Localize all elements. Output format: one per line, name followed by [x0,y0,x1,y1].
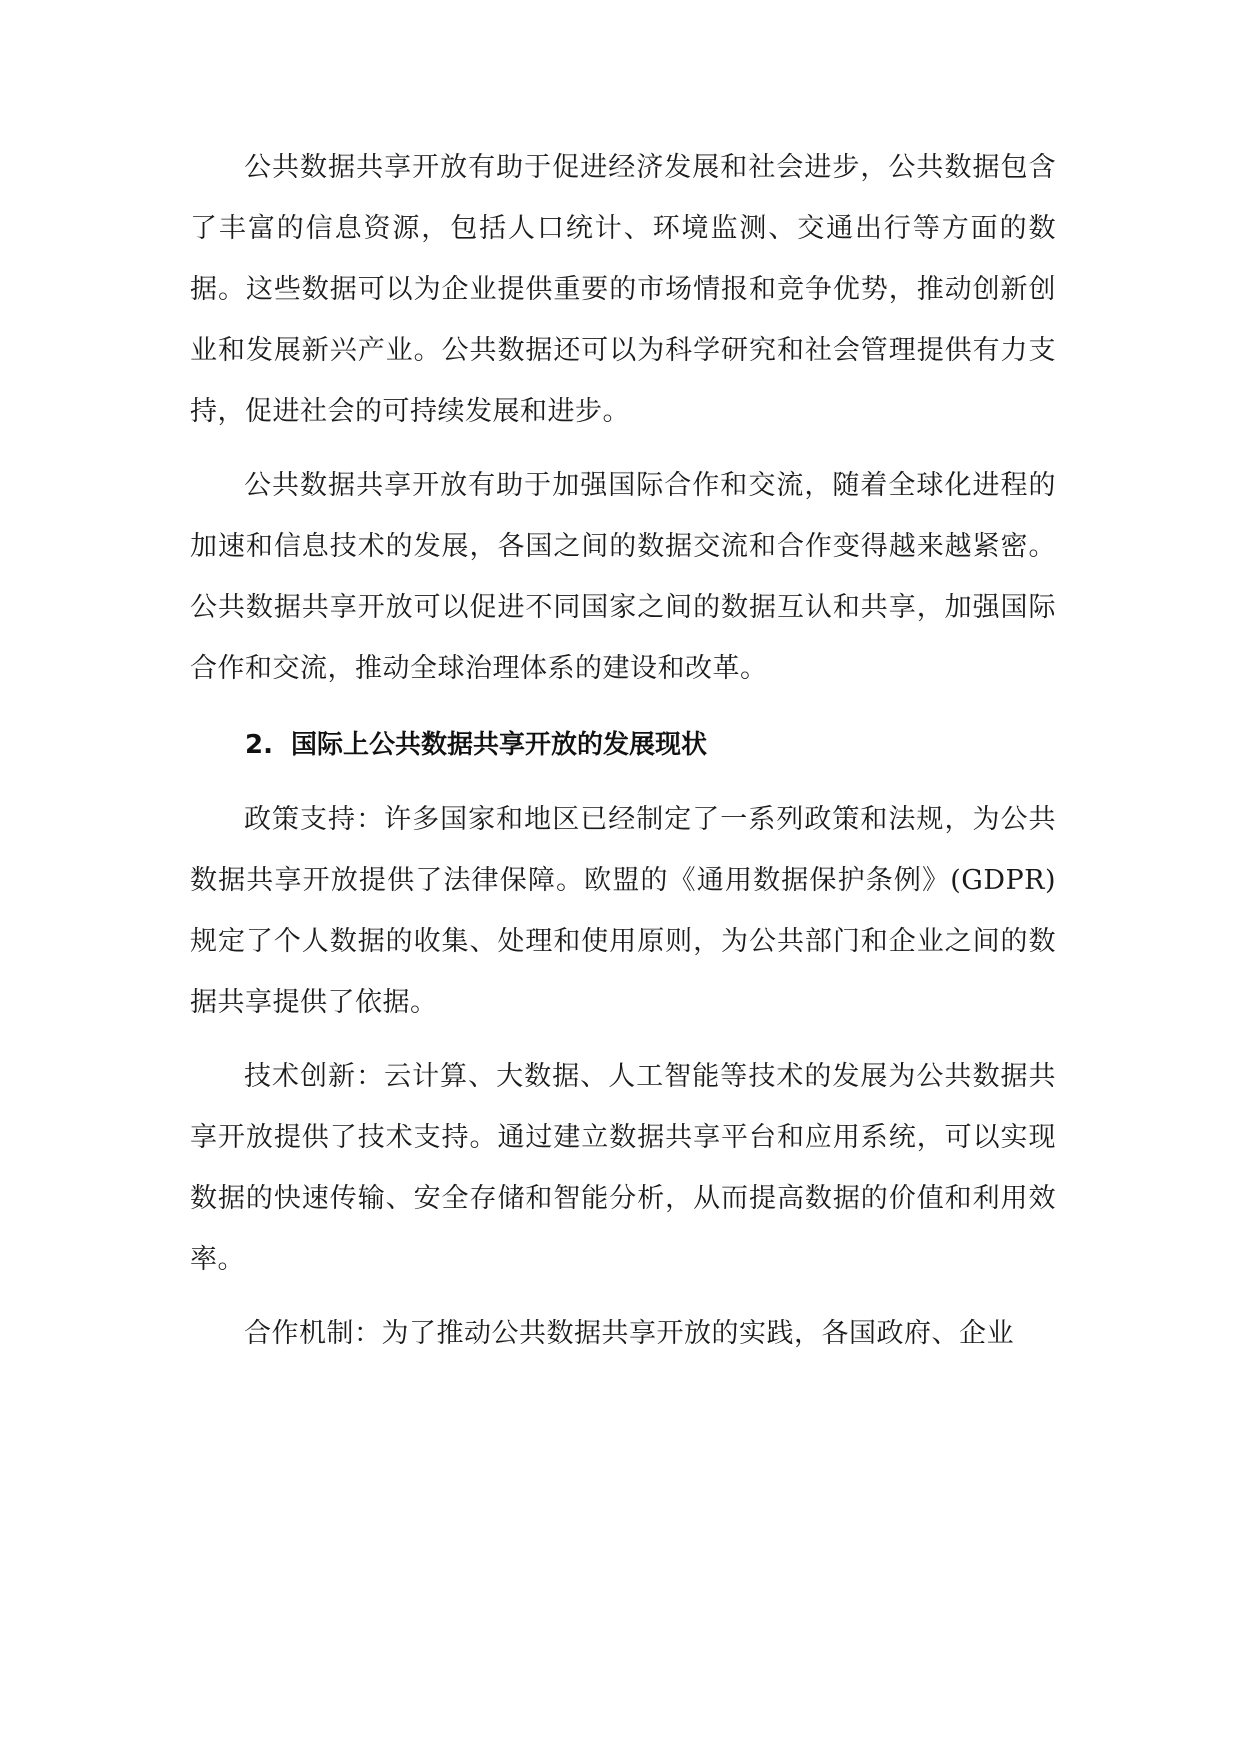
section-title: 国际上公共数据共享开放的发展现状 [291,730,708,760]
paragraph-international-cooperation: 公共数据共享开放有助于加强国际合作和交流，随着全球化进程的加速和信息技术的发展，各国之间的数据交流和合作变得越来越紧密。公共数据共享开放可以促进不同国家之间的数据互认和共享，加强国际合作和交流，推动全球治理体系的建设和改革。 [190,470,1056,684]
paragraph-cooperation-mechanism: 合作机制：为了推动公共数据共享开放的实践，各国政府、企业 [244,1318,1014,1349]
section-number: 2. [245,730,273,760]
section-heading [190,715,1056,776]
paragraph-economic-development: 公共数据共享开放有助于促进经济发展和社会进步，公共数据包含了丰富的信息资源，包括人口统计、环境监测、交通出行等方面的数据。这些数据可以为企业提供重要的市场情报和竞争优势，推动创新创业和发展新兴产业。公共数据还可以为科学研究和社会管理提供有力支持，促进社会的可持续发展和进步。 [190,152,1056,427]
document-page [190,137,1056,1377]
paragraph-policy-support: 政策支持：许多国家和地区已经制定了一系列政策和法规，为公共数据共享开放提供了法律保障。欧盟的《通用数据保护条例》(GDPR)规定了个人数据的收集、处理和使用原则，为公共部门和企业之间的数据共享提供了依据。 [190,804,1056,1018]
paragraph-technology-innovation: 技术创新：云计算、大数据、人工智能等技术的发展为公共数据共享开放提供了技术支持。通过建立数据共享平台和应用系统，可以实现数据的快速传输、安全存储和智能分析，从而提高数据的价值和利用效率。 [190,1061,1056,1275]
